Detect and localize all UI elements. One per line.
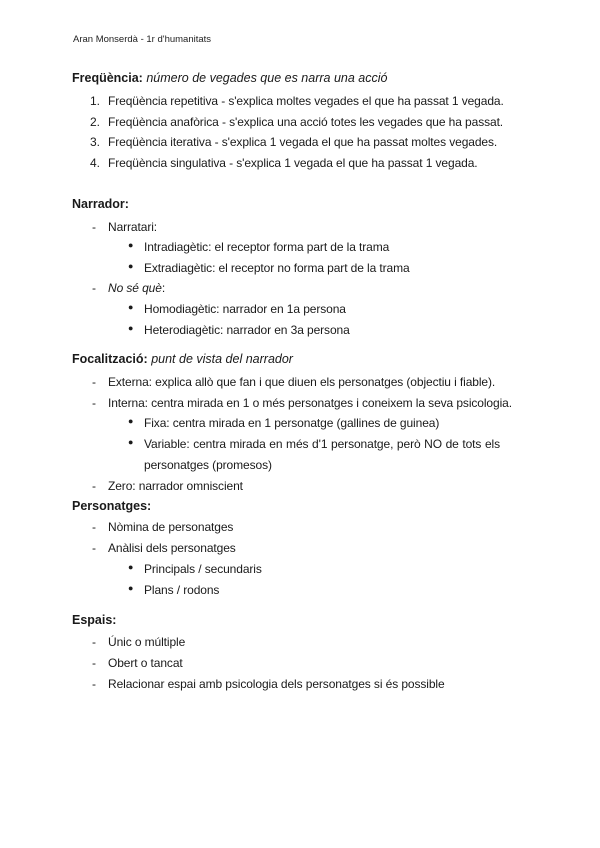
list-text: Fixa: centra mirada en 1 personatge (gallines de guinea)	[144, 416, 440, 430]
list-text: Nòmina de personatges	[108, 520, 234, 534]
list-text: Heterodiagètic: narrador en 3a persona	[144, 323, 350, 337]
bullet-marker: ●	[128, 437, 134, 447]
list-number: 1.	[90, 94, 100, 108]
no-se-que-italic: No sé què	[108, 281, 162, 295]
bullet-marker: ●	[128, 583, 134, 593]
list-text: Freqüència singulativa - s'explica 1 vegada el que ha passat 1 vegada.	[108, 156, 478, 170]
bullet-marker: ●	[128, 562, 134, 572]
list-text: Únic o múltiple	[108, 635, 186, 649]
list-number: 3.	[90, 135, 100, 149]
section-espais-title	[72, 613, 116, 627]
section-narrador-title	[72, 197, 129, 211]
list-text: Intradiagètic: el receptor forma part de la trama	[144, 240, 390, 254]
list-text: Freqüència anafòrica - s'explica una acció totes les vegades que ha passat.	[108, 115, 504, 129]
list-number: 2.	[90, 115, 100, 129]
dash-marker: -	[92, 220, 96, 234]
bullet-marker: ●	[128, 323, 134, 333]
dash-marker: -	[92, 520, 96, 534]
list-text: Relacionar espai amb psicologia dels personatges si és possible	[108, 677, 445, 691]
list-text: Freqüència repetitiva - s'explica moltes vegades el que ha passat 1 vegada.	[108, 94, 504, 108]
bullet-marker: ●	[128, 240, 134, 250]
list-text: Principals / secundaris	[144, 562, 262, 576]
list-text: Anàlisi dels personatges	[108, 541, 236, 555]
dash-marker: -	[92, 541, 96, 555]
section-focalitzacio-title	[72, 352, 293, 366]
dash-marker: -	[92, 635, 96, 649]
bullet-marker: ●	[128, 416, 134, 426]
list-text: Plans / rodons	[144, 583, 220, 597]
focalitzacio-subtitle: punt de vista del narrador	[151, 352, 293, 366]
no-se-que-colon: :	[161, 281, 166, 295]
list-text: Homodiagètic: narrador en 1a persona	[144, 302, 346, 316]
frequencia-heading: Freqüència:	[72, 71, 143, 85]
dash-marker: -	[92, 375, 96, 389]
bullet-marker: ●	[128, 261, 134, 271]
list-text: Zero: narrador omniscient	[108, 479, 243, 493]
list-text: Externa: explica allò que fan i que diuen els personatges (objectiu i fiable).	[108, 375, 496, 389]
no-se-que-label	[108, 281, 165, 295]
list-text: Variable: centra mirada en més d'1 personatge, però NO de tots els	[144, 437, 500, 451]
personatges-heading: Personatges:	[72, 499, 152, 513]
list-number: 4.	[90, 156, 100, 170]
dash-marker: -	[92, 677, 96, 691]
list-text: Freqüència iterativa - s'explica 1 vegada el que ha passat moltes vegades.	[108, 135, 498, 149]
bullet-marker: ●	[128, 302, 134, 312]
section-personatges-title	[72, 499, 151, 513]
narrador-heading: Narrador:	[72, 197, 129, 211]
list-text: Extradiagètic: el receptor no forma part de la trama	[144, 261, 410, 275]
list-text: Interna: centra mirada en 1 o més personatges i coneixem la seva psicologia.	[108, 396, 512, 410]
espais-heading: Espais:	[72, 613, 117, 627]
list-text: Obert o tancat	[108, 656, 183, 670]
dash-marker: -	[92, 396, 96, 410]
dash-marker: -	[92, 656, 96, 670]
frequencia-subtitle: número de vegades que es narra una acció	[146, 71, 388, 85]
list-text: personatges (promesos)	[144, 458, 272, 472]
focalitzacio-heading: Focalització:	[72, 352, 148, 366]
page-header: Aran Monserdà - 1r d'humanitats	[73, 34, 212, 45]
section-frequencia-title	[72, 71, 387, 85]
dash-marker: -	[92, 479, 96, 493]
narratari-label: Narratari:	[108, 220, 158, 234]
dash-marker: -	[92, 281, 96, 295]
